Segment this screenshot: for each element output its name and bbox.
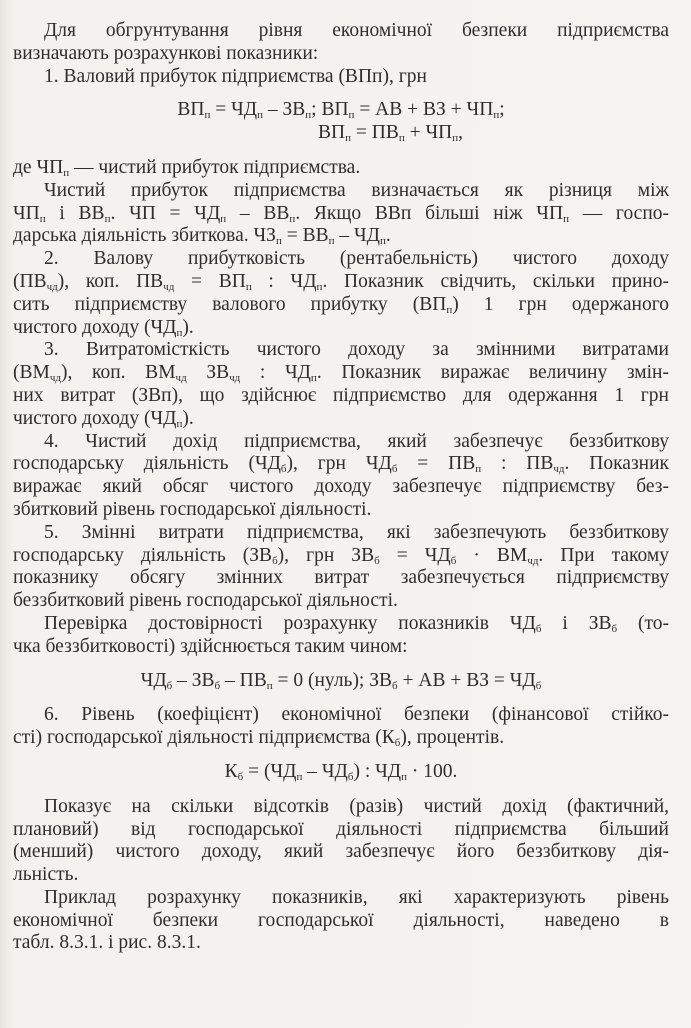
- subscript: б: [237, 770, 244, 783]
- subscript: б: [535, 679, 542, 692]
- text-segment: ЧД: [140, 669, 167, 691]
- text-line: [13, 613, 669, 636]
- text-segment: · ВМ: [456, 544, 528, 566]
- text-segment: ), грн ЧД: [286, 453, 392, 475]
- subscript: п: [563, 212, 569, 225]
- subscript: б: [166, 679, 173, 692]
- subscript: п: [104, 212, 111, 225]
- paragraph-11: [13, 796, 669, 887]
- subscript: б: [272, 554, 278, 567]
- text-line: [13, 362, 669, 385]
- subscript: б: [391, 463, 398, 476]
- text-segment: ) 1 грн одержаного: [452, 293, 669, 315]
- paragraph-9: [13, 613, 669, 659]
- paragraph-7: [13, 431, 669, 522]
- text-segment: ).: [182, 407, 194, 429]
- subscript: чд: [46, 280, 58, 293]
- text-segment: ), коп. ПВ: [57, 270, 164, 292]
- text-line: [13, 453, 669, 476]
- subscript: п: [257, 109, 263, 122]
- text-segment: = ЧД: [379, 544, 451, 566]
- text-segment: ;: [499, 99, 505, 121]
- subscript: п: [452, 132, 459, 145]
- text-segment: ВП: [177, 99, 205, 121]
- subscript: п: [266, 679, 273, 692]
- text-segment: — чистий прибуток підприємства.: [69, 156, 361, 178]
- text-segment: виражає який обсяг чистого доходу забезпечує підприємству без-: [13, 476, 669, 498]
- subscript: б: [450, 554, 457, 567]
- text-line: [13, 567, 669, 590]
- text-line: [13, 317, 669, 340]
- formula-line: [13, 99, 669, 122]
- subscript: п: [176, 326, 183, 339]
- text-line: [13, 841, 669, 864]
- subscript: п: [176, 417, 183, 430]
- text-segment: — госпо-: [568, 202, 670, 224]
- subscript: п: [245, 280, 252, 293]
- text-segment: – ЧД: [302, 760, 348, 782]
- text-line: [13, 910, 669, 933]
- formula-line: [13, 670, 669, 693]
- subscript: п: [493, 109, 500, 122]
- text-segment: 5. Змінні витрати підприємства, які забезпечують беззбиткову: [44, 521, 669, 543]
- text-segment: Чистий прибуток підприємства визначається як різниця між: [44, 179, 669, 201]
- formula-block-2: [13, 670, 669, 693]
- text-segment: . Показник свідчить, скільки прино-: [322, 270, 669, 292]
- subscript: чд: [163, 280, 175, 293]
- subscript: п: [220, 212, 227, 225]
- paragraph-1: [13, 20, 669, 66]
- text-segment: Для обгрунтування рівня економічної безпеки підприємства: [44, 20, 669, 41]
- text-segment: : ЧД: [251, 270, 317, 292]
- text-segment: ; ВП: [311, 99, 349, 121]
- formula-block-3: [13, 761, 669, 784]
- text-segment: .: [385, 225, 391, 247]
- subscript: б: [280, 463, 287, 476]
- text-line: [13, 43, 669, 66]
- text-segment: Показує на скільки відсотків (разів) чистий дохід (фактичний,: [44, 795, 669, 817]
- text-segment: : ПВ: [481, 453, 554, 475]
- text-line: [13, 271, 669, 294]
- text-segment: : ЧД: [240, 362, 311, 384]
- text-segment: 2. Валову прибутковість (рентабельність) чистого доходу: [44, 248, 669, 270]
- text-segment: (то-: [617, 612, 669, 634]
- text-segment: = ПВ: [350, 122, 399, 144]
- text-segment: = ВВ: [281, 225, 329, 247]
- text-segment: чистого доходу (ЧД: [13, 407, 177, 429]
- text-segment: = АВ + ВЗ + ЧП: [354, 99, 494, 121]
- paragraph-5: [13, 248, 669, 339]
- text-segment: сті) господарської діяльності підприємства (К: [13, 727, 395, 749]
- subscript: б: [394, 737, 401, 750]
- text-segment: – ЗВ: [262, 99, 306, 121]
- subscript: п: [328, 235, 335, 248]
- subscript: чд: [527, 554, 539, 567]
- text-line: [13, 203, 669, 226]
- subscript: п: [398, 132, 405, 145]
- text-segment: Приклад розрахунку показників, які характеризують рівень: [44, 886, 669, 908]
- subscript: п: [296, 770, 303, 783]
- text-segment: і ЗВ: [541, 612, 612, 634]
- document-page: [13, 20, 669, 955]
- text-segment: – ВВ: [226, 202, 290, 224]
- subscript: б: [347, 770, 354, 783]
- text-segment: табл. 8.3.1. і рис. 8.3.1.: [13, 932, 201, 954]
- text-segment: ) : ЧД: [353, 760, 402, 782]
- text-segment: ), грн ЗВ: [277, 544, 375, 566]
- text-segment: сить підприємству валового прибутку (ВП: [13, 293, 447, 315]
- text-segment: 3. Витратомісткість чистого доходу за змінними витратами: [44, 339, 669, 361]
- text-segment: господарську діяльність (ЗВ: [13, 544, 273, 566]
- text-segment: чистого доходу (ЧД: [13, 316, 177, 338]
- text-segment: (менший) чистого доходу, який забезпечує його беззбиткову дія-: [13, 841, 669, 863]
- subscript: чд: [49, 372, 61, 385]
- text-segment: ), процентів.: [400, 727, 505, 749]
- text-segment: і ВВ: [45, 202, 105, 224]
- subscript: б: [535, 622, 542, 635]
- text-line: [13, 887, 669, 910]
- paragraph-12: [13, 887, 669, 955]
- text-segment: + АВ + ВЗ = ЧД: [397, 669, 536, 691]
- subscript: п: [475, 463, 482, 476]
- subscript: п: [275, 235, 282, 248]
- text-line: [13, 727, 669, 750]
- text-segment: (ВМ: [13, 362, 50, 384]
- subscript: п: [345, 132, 351, 145]
- text-segment: – ПВ: [220, 669, 267, 691]
- text-segment: · 100.: [406, 760, 458, 782]
- text-segment: Перевірка достовірності розрахунку показників ЧД: [44, 612, 536, 634]
- formula-line: [13, 761, 669, 784]
- text-line: [13, 66, 669, 89]
- text-line: [13, 476, 669, 499]
- text-segment: – ЧД: [334, 225, 380, 247]
- subscript: чд: [553, 463, 565, 476]
- text-line: [13, 385, 669, 408]
- text-segment: них витрат (ЗВп), що здійснює підприємство для одержання 1 грн: [13, 384, 669, 406]
- formula-line: [13, 122, 669, 145]
- text-segment: . При такому: [538, 544, 670, 566]
- text-line: [13, 20, 669, 43]
- text-segment: ,: [458, 122, 463, 144]
- text-segment: де ЧП: [13, 156, 64, 178]
- text-segment: = ЧД: [210, 99, 258, 121]
- subscript: п: [204, 109, 211, 122]
- text-segment: + ЧП: [404, 122, 453, 144]
- text-segment: ).: [182, 316, 194, 338]
- text-segment: господарську діяльність (ЧД: [13, 453, 281, 475]
- subscript: б: [214, 679, 221, 692]
- text-segment: льність.: [13, 864, 79, 886]
- subscript: п: [379, 235, 386, 248]
- text-line: [13, 864, 669, 887]
- text-segment: = ВП: [174, 270, 246, 292]
- subscript: п: [63, 166, 70, 179]
- subscript: б: [392, 679, 398, 692]
- text-segment: (ПВ: [13, 270, 47, 292]
- text-line: [13, 819, 669, 842]
- text-line: [13, 499, 669, 522]
- text-segment: = ПВ: [397, 453, 476, 475]
- text-line: [13, 590, 669, 613]
- text-segment: К: [224, 760, 238, 782]
- text-line: [13, 180, 669, 203]
- text-segment: ), коп. ВМ: [60, 362, 176, 384]
- text-line: [13, 522, 669, 545]
- subscript: п: [39, 212, 46, 225]
- text-segment: . Показник виражає величину змін-: [316, 362, 669, 384]
- text-segment: ЧП: [13, 202, 40, 224]
- paragraph-4: [13, 180, 669, 248]
- text-segment: плановий) від господарської діяльності підприємства більший: [13, 818, 669, 840]
- text-line: [13, 704, 669, 727]
- text-line: [13, 225, 669, 248]
- subscript: чд: [229, 372, 241, 385]
- text-line: [13, 545, 669, 568]
- text-segment: дарська діяльність збиткова. ЧЗ: [13, 225, 276, 247]
- subscript: п: [348, 109, 355, 122]
- text-segment: збитковий рівень господарської діяльності.: [13, 498, 372, 520]
- text-segment: визначають розрахункові показники:: [13, 42, 319, 64]
- subscript: п: [401, 770, 407, 783]
- text-segment: показнику обсягу змінних витрат забезпечується підприємству: [13, 567, 669, 589]
- paragraph-2: [13, 66, 669, 89]
- subscript: п: [289, 212, 296, 225]
- text-line: [13, 408, 669, 431]
- text-segment: = 0 (нуль); ЗВ: [272, 669, 393, 691]
- subscript: б: [611, 622, 618, 635]
- text-line: [13, 431, 669, 454]
- subscript: п: [446, 303, 453, 316]
- paragraph-10: [13, 704, 669, 750]
- text-segment: беззбитковий рівень господарської діяльності.: [13, 590, 398, 612]
- subscript: п: [310, 372, 317, 385]
- paragraph-8: [13, 522, 669, 613]
- text-segment: = (ЧД: [243, 760, 297, 782]
- text-segment: чка беззбитковості) здійснюється таким чином:: [13, 635, 408, 657]
- subscript: чд: [175, 372, 187, 385]
- formula-block-1: [13, 99, 669, 145]
- text-segment: . ЧП = ЧД: [110, 202, 221, 224]
- text-segment: 6. Рівень (коефіцієнт) економічної безпеки (фінансової стійко-: [44, 704, 669, 726]
- text-segment: 4. Чистий дохід підприємства, який забезпечує беззбиткову: [44, 430, 669, 452]
- text-line: [13, 157, 669, 180]
- text-line: [13, 339, 669, 362]
- text-line: [13, 294, 669, 317]
- text-line: [13, 636, 669, 659]
- text-segment: ВП: [318, 122, 346, 144]
- text-line: [13, 248, 669, 271]
- text-line: [13, 796, 669, 819]
- text-segment: 1. Валовий прибуток підприємства (ВПп), грн: [44, 65, 427, 87]
- text-segment: економічної безпеки господарської діяльності, наведено в: [13, 909, 669, 931]
- subscript: б: [374, 554, 380, 567]
- text-line: [13, 932, 669, 955]
- paragraph-3: [13, 157, 669, 180]
- subscript: п: [305, 109, 312, 122]
- subscript: п: [316, 280, 323, 293]
- paragraph-6: [13, 339, 669, 430]
- text-segment: – ЗВ: [172, 669, 215, 691]
- text-segment: . Якщо ВВп більші ніж ЧП: [295, 202, 564, 224]
- text-segment: . Показник: [564, 453, 669, 475]
- text-segment: ЗВ: [186, 362, 230, 384]
